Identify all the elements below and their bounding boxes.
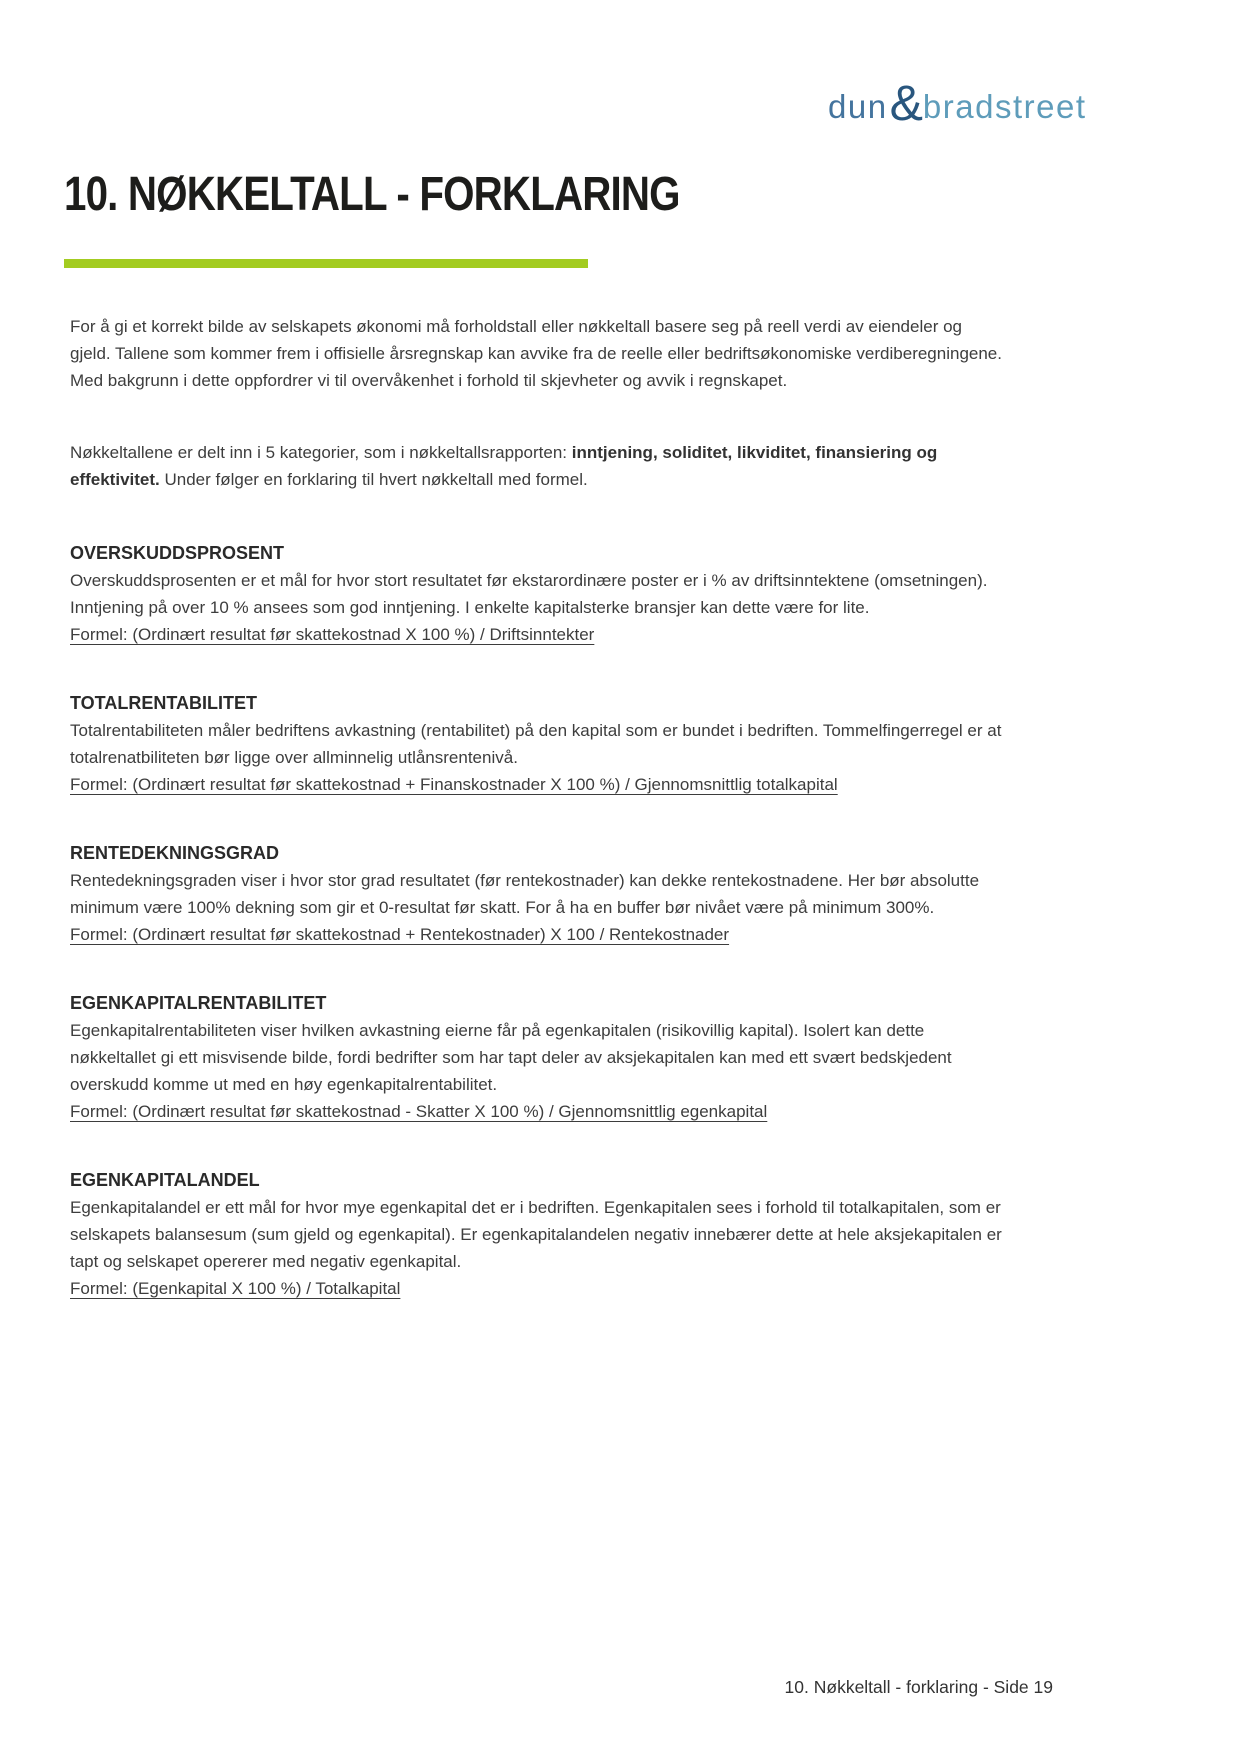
intro-paragraph-2	[70, 439, 1002, 493]
section-body-text: Overskuddsprosenten er et mål for hvor stort resultatet før ekstarordinære poster er i % av driftsinntektene (omsetningen). Inntjening på over 10 % ansees som god inntjening. I enkelte kapitalsterke bransjer kan dette være for lite.	[70, 571, 988, 617]
logo-text-bradstreet: bradstreet	[922, 88, 1087, 125]
section-body-text: Egenkapitalandel er ett mål for hvor mye egenkapital det er i bedriften. Egenkapitalen sees i forhold til totalkapitalen, som er selskapets balansesum (sum gjeld og egenkapital). Er egenkapitalandelen negativ innebærer dette at hele aksjekapitalen er tapt og selskapet opererer med negativ egenkapital.	[70, 1198, 1002, 1271]
section-totalrentabilitet	[70, 690, 1002, 798]
intro-paragraph-2-suffix: Under følger en forklaring til hvert nøkkeltall med formel.	[159, 470, 588, 489]
intro-paragraph-2-prefix: Nøkkeltallene er delt inn i 5 kategorier, som i nøkkeltallsrapporten:	[70, 443, 572, 462]
section-body-text: Rentedekningsgraden viser i hvor stor grad resultatet (før rentekostnader) kan dekke rentekostnadene. Her bør absolutte minimum være 100% dekning som gir et 0-resultat før skatt. For å ha en buffer bør nivået være på minimum 300%.	[70, 871, 980, 917]
section-egenkapitalrentabilitet	[70, 990, 1002, 1125]
accent-divider-bar	[64, 259, 588, 268]
intro-paragraph-1: For å gi et korrekt bilde av selskapets økonomi må forholdstall eller nøkkeltall basere seg på reell verdi av eiendeler og gjeld. Tallene som kommer frem i offisielle årsregnskap kan avvike fra de reelle eller bedriftsøkonomiske verdiberegningene. Med bakgrunn i dette oppfordrer vi til overvåkenhet i forhold til skjevheter og avvik i regnskapet.	[70, 317, 1002, 390]
section-heading: TOTALRENTABILITET	[70, 693, 257, 713]
section-formula: Formel: (Ordinært resultat før skattekostnad - Skatter X 100 %) / Gjennomsnittlig egenkapital	[70, 1102, 768, 1121]
section-heading: EGENKAPITALANDEL	[70, 1170, 260, 1190]
section-heading: RENTEDEKNINGSGRAD	[70, 843, 280, 863]
section-rentedekningsgrad	[70, 840, 1002, 948]
dun-bradstreet-logo	[828, 72, 1087, 130]
intro-paragraph-2-categories: inntjening, soliditet, likviditet, finansiering og effektivitet.	[70, 443, 938, 489]
document-body	[70, 313, 1002, 1344]
ampersand-icon: &	[889, 75, 923, 131]
logo-text-dun: dun	[828, 88, 888, 125]
section-heading: EGENKAPITALRENTABILITET	[70, 993, 327, 1013]
section-body-text: Egenkapitalrentabiliteten viser hvilken avkastning eierne får på egenkapitalen (risikovillig kapital). Isolert kan dette nøkkeltallet gi ett misvisende bilde, fordi bedrifter som har tapt deler av aksjekapitalen kan med ett svært bedskjedent overskudd komme ut med en høy egenkapitalrentabilitet.	[70, 1021, 952, 1094]
page-title	[64, 167, 797, 222]
section-body-text: Totalrentabiliteten måler bedriftens avkastning (rentabilitet) på den kapital som er bundet i bedriften. Tommelfingerregel er at totalrenatbiliteten bør ligge over allminnelig utlånsrentenivå.	[70, 721, 1002, 767]
page-title-text: 10. NØKKELTALL - FORKLARING	[64, 168, 680, 221]
section-formula: Formel: (Ordinært resultat før skattekostnad X 100 %) / Driftsinntekter	[70, 625, 595, 644]
section-egenkapitalandel	[70, 1167, 1002, 1302]
section-heading: OVERSKUDDSPROSENT	[70, 543, 285, 563]
section-formula: Formel: (Ordinært resultat før skattekostnad + Rentekostnader) X 100 / Rentekostnader	[70, 925, 730, 944]
section-formula: Formel: (Ordinært resultat før skattekostnad + Finanskostnader X 100 %) / Gjennomsnittlig totalkapital	[70, 775, 838, 794]
section-formula: Formel: (Egenkapital X 100 %) / Totalkapital	[70, 1279, 401, 1298]
page-footer: 10. Nøkkeltall - forklaring - Side 19	[784, 1677, 1053, 1697]
section-overskuddsprosent	[70, 540, 1002, 648]
